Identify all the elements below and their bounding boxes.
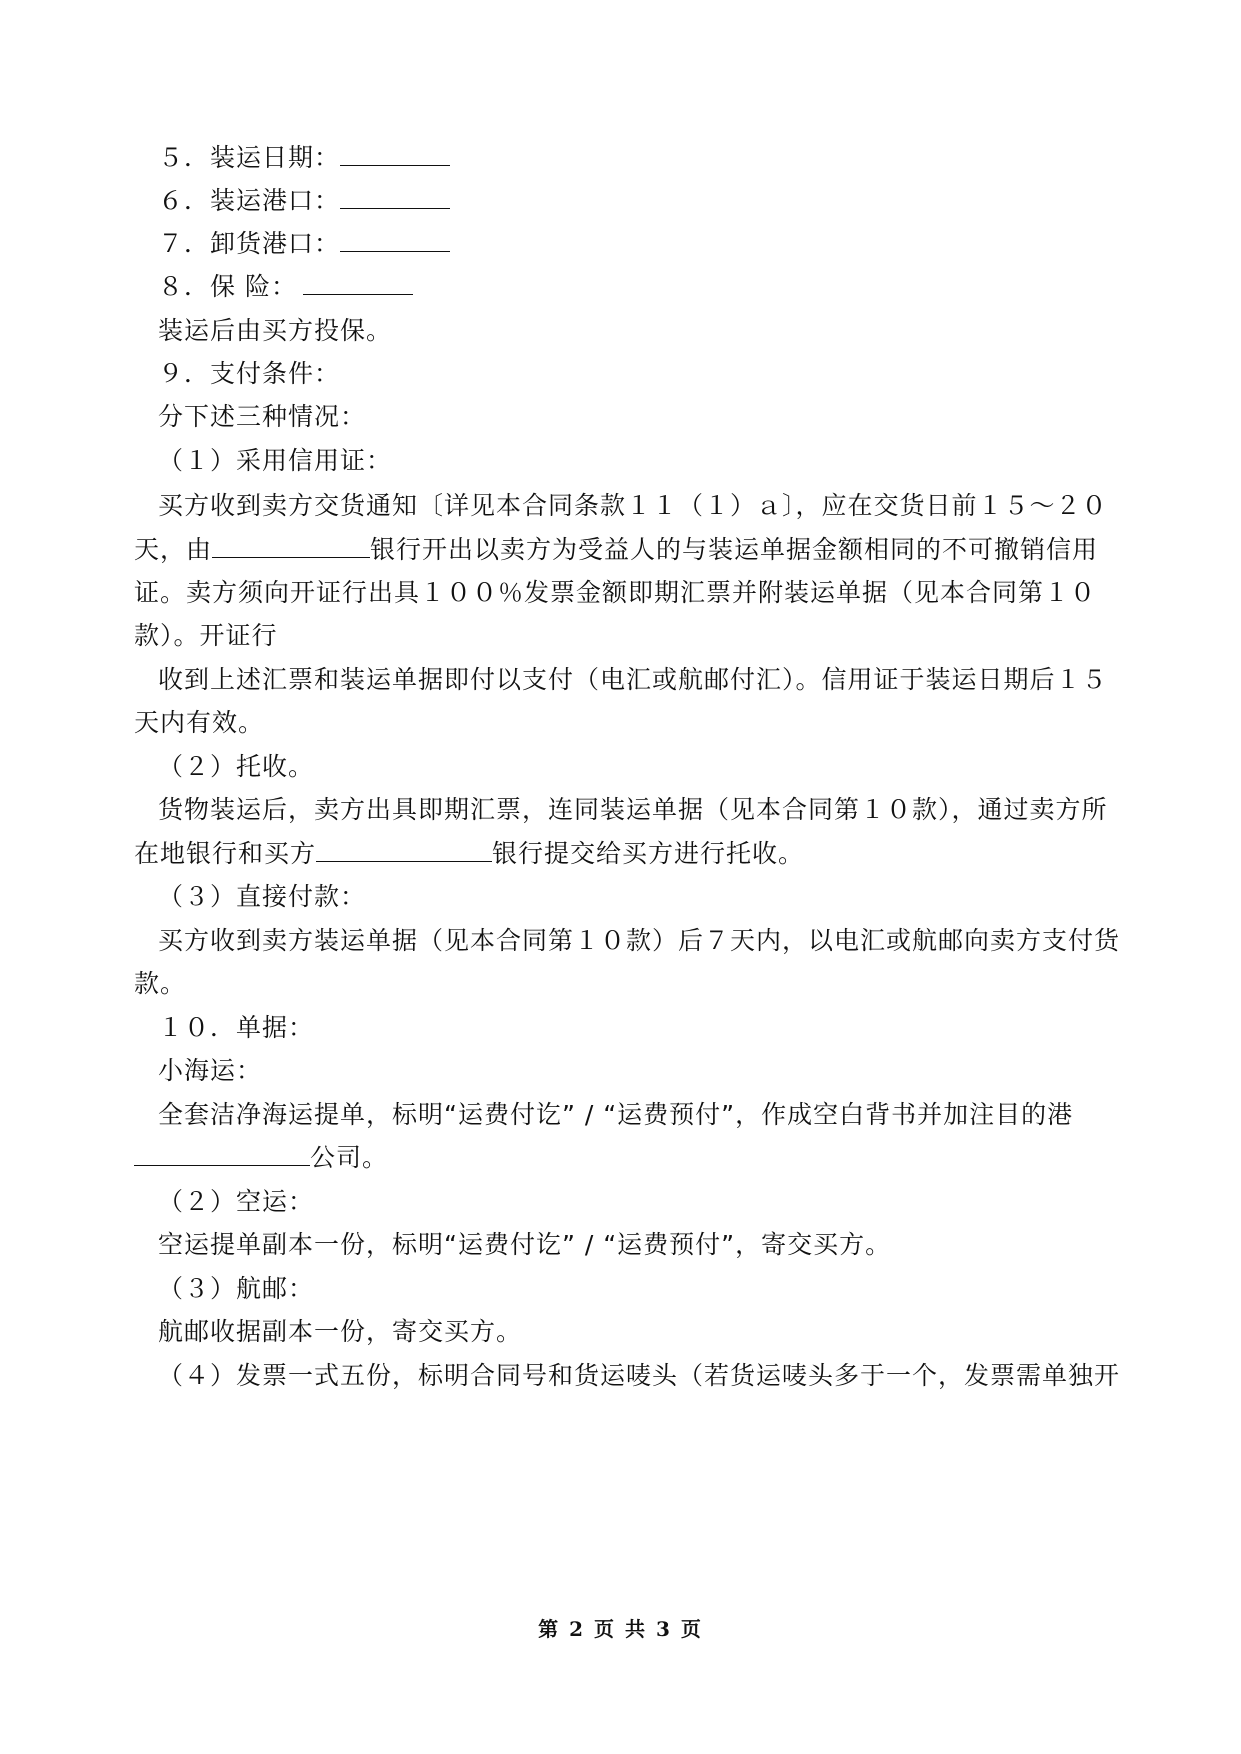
paragraph-line: 买方收到卖方装运单据（见本合同第１０款）后７天内，以电汇或航邮向卖方支付货 bbox=[158, 926, 1121, 955]
paragraph-line: （４）发票一式五份，标明合同号和货运唛头（若货运唛头多于一个，发票需单独开 bbox=[158, 1361, 1121, 1390]
paragraph-line: 货物装运后，卖方出具即期汇票，连同装运单据（见本合同第１０款），通过卖方所 bbox=[158, 795, 1108, 824]
sub-heading: （１）采用信用证： bbox=[158, 446, 393, 475]
paragraph-line: 空运提单副本一份，标明“运费付讫” / “运费预付”，寄交买方。 bbox=[158, 1230, 892, 1259]
clause-label: ７．卸货港口： bbox=[158, 229, 341, 258]
sub-heading: 小海运： bbox=[158, 1056, 263, 1085]
paragraph-line: 款）。开证行 bbox=[134, 621, 278, 650]
fill-in-blank bbox=[303, 270, 413, 295]
fill-in-blank bbox=[340, 184, 450, 209]
paragraph-line bbox=[134, 533, 1098, 567]
clause-port-of-shipment bbox=[158, 184, 450, 218]
clause-port-of-discharge bbox=[158, 227, 450, 261]
section-heading: １０．单据： bbox=[158, 1013, 315, 1042]
fill-in-blank bbox=[134, 1141, 310, 1166]
clause-label: ６．装运港口： bbox=[158, 186, 341, 215]
clause-label: ５．装运日期： bbox=[158, 143, 341, 172]
sub-heading: （２）托收。 bbox=[158, 752, 315, 781]
text-run: 公司。 bbox=[310, 1143, 389, 1172]
text-run: 银行提交给买方进行托收。 bbox=[492, 839, 805, 868]
fill-in-blank bbox=[316, 837, 492, 862]
section-heading: ９．支付条件： bbox=[158, 359, 341, 388]
sub-heading: （３）直接付款： bbox=[158, 882, 367, 911]
fill-in-blank bbox=[340, 141, 450, 166]
text-run: 在地银行和买方 bbox=[134, 839, 317, 868]
paragraph-line: 航邮收据副本一份，寄交买方。 bbox=[158, 1317, 523, 1346]
paragraph-line: 证。卖方须向开证行出具１００％发票金额即期汇票并附装运单据（见本合同第１０ bbox=[134, 578, 1097, 607]
text-run: 银行开出以卖方为受益人的与装运单据金额相同的不可撤销信用 bbox=[370, 535, 1099, 564]
page-footer: 第 2 页 共 3 页 bbox=[538, 1617, 703, 1641]
paragraph-line: 款。 bbox=[134, 969, 187, 998]
paragraph-line: 装运后由买方投保。 bbox=[158, 316, 393, 345]
clause-shipment-date bbox=[158, 141, 450, 175]
paragraph-line bbox=[134, 837, 804, 871]
fill-in-blank bbox=[340, 227, 450, 252]
clause-insurance bbox=[158, 270, 413, 304]
fill-in-blank bbox=[212, 533, 370, 558]
text-run: 天，由 bbox=[134, 535, 213, 564]
paragraph-line: 全套洁净海运提单，标明“运费付讫” / “运费预付”，作成空白背书并加注目的港 bbox=[158, 1100, 1074, 1129]
clause-label: ８．保 险： bbox=[158, 272, 297, 301]
paragraph-line: 买方收到卖方交货通知〔详见本合同条款１１（１）ａ〕，应在交货日前１５～２０ bbox=[158, 491, 1108, 520]
paragraph-line bbox=[134, 1141, 388, 1175]
paragraph-line: 分下述三种情况： bbox=[158, 402, 367, 431]
paragraph-line: 天内有效。 bbox=[134, 708, 265, 737]
sub-heading: （２）空运： bbox=[158, 1187, 315, 1216]
sub-heading: （３）航邮： bbox=[158, 1274, 315, 1303]
paragraph-line: 收到上述汇票和装运单据即付以支付（电汇或航邮付汇）。信用证于装运日期后１５ bbox=[158, 665, 1108, 694]
